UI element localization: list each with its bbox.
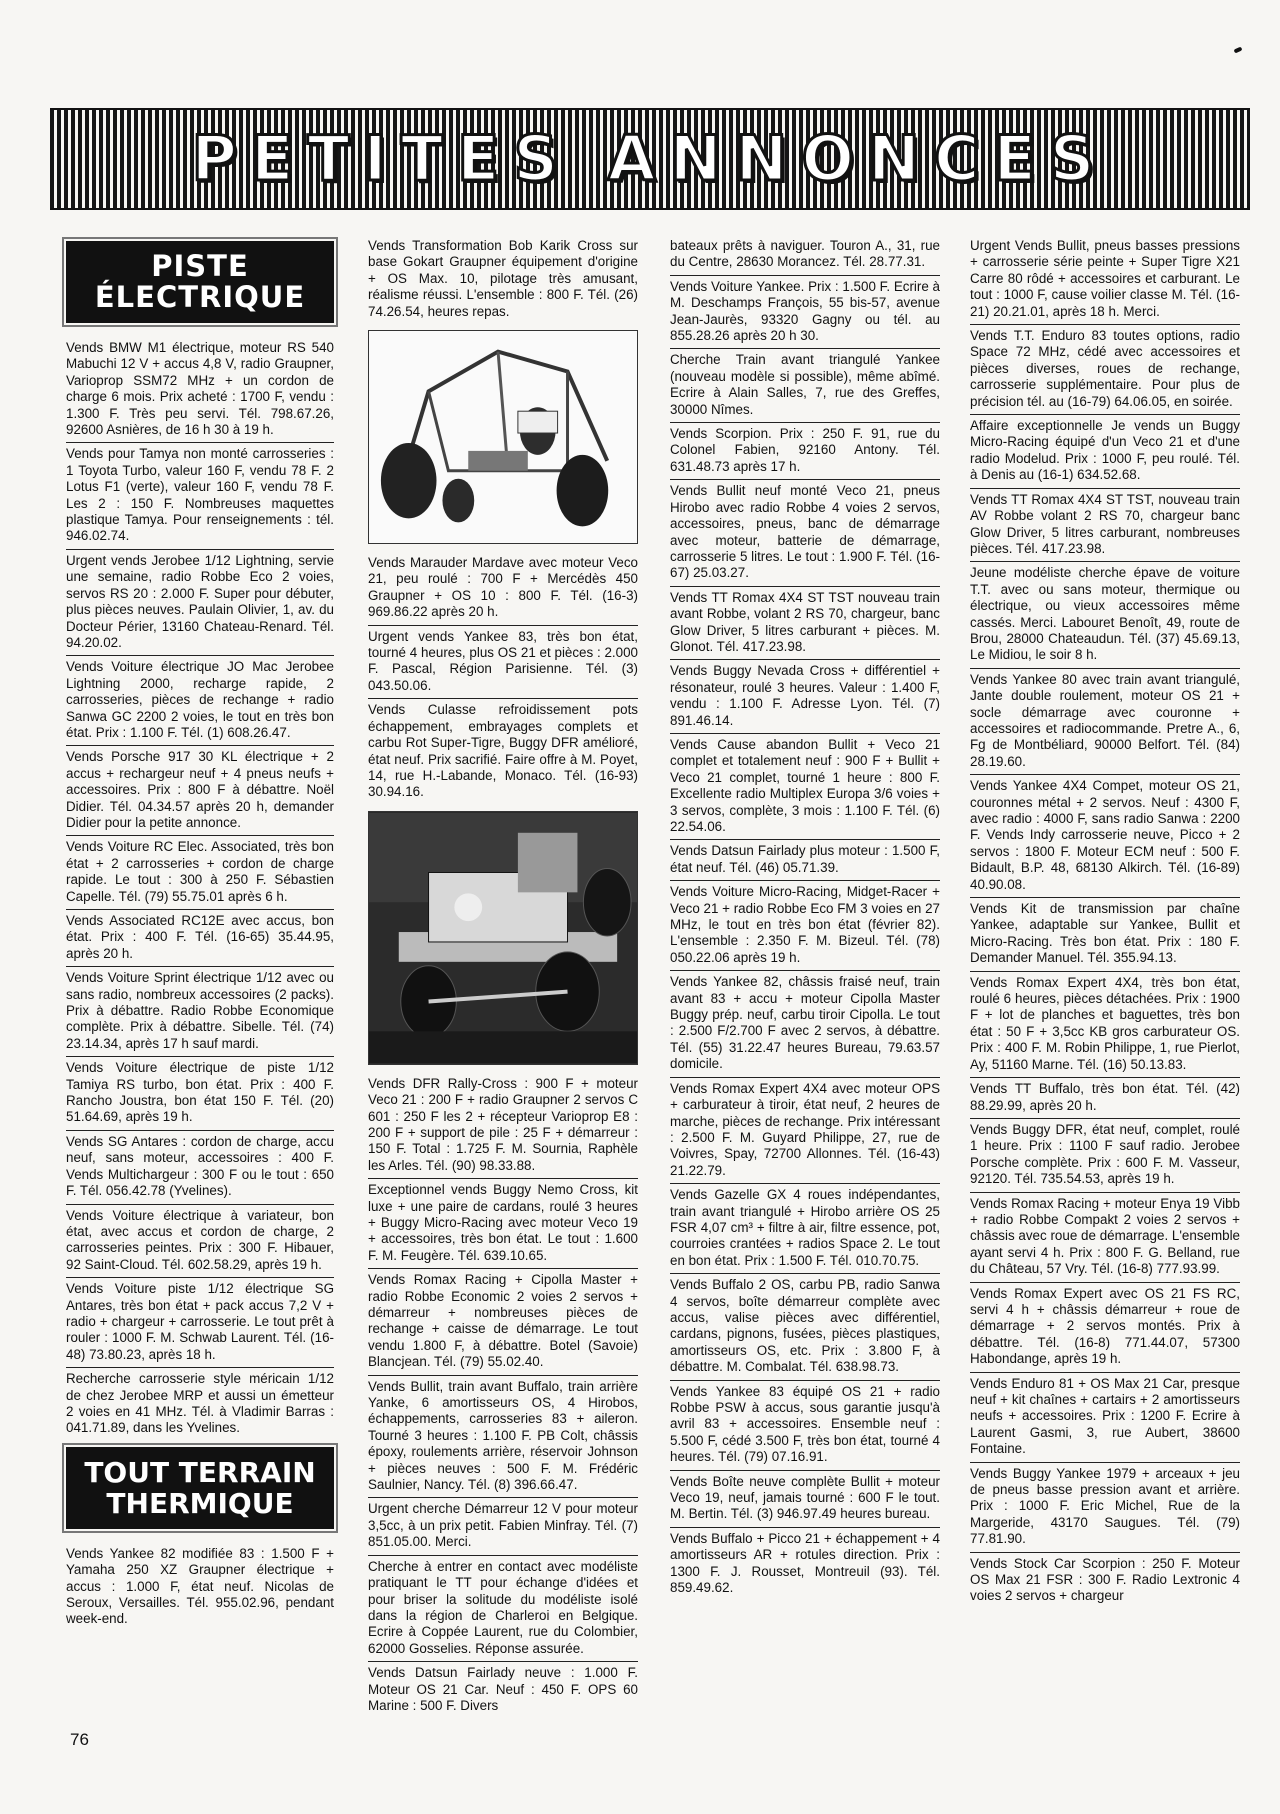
section-heading-piste: PISTE ÉLECTRIQUE xyxy=(66,241,334,323)
ads-list xyxy=(670,235,940,1600)
classified-ad: Vends Scorpion. Prix : 250 F. 91, rue du Colonel Fabien, 92160 Antony. Tél. 631.48.73 après 17 h. xyxy=(670,423,940,480)
classified-ad: Recherche carrosserie style méricain 1/12 de chez Jerobee MRP et aussi un émetteur 2 voies en 41 MHz. Tél. à Vladimir Barras : 041.71.89, dans les Yvelines. xyxy=(66,1371,334,1436)
buggy-kart-photo xyxy=(368,330,638,544)
classified-ad: Vends Voiture Yankee. Prix : 1.500 F. Ecrire à M. Deschamps François, 55 bis-57, avenue Jean-Jaurès, 93320 Gagny ou tél. au 855.28.26 après 20 h 30. xyxy=(670,276,940,350)
section-heading-tout-terrain: TOUT TERRAIN THERMIQUE xyxy=(66,1447,334,1529)
classified-ad: Exceptionnel vends Buggy Nemo Cross, kit luxe + une paire de cardans, roulé 3 heures + Buggy Micro-Racing avec moteur Veco 19 + accessoires, très bon état. Le tout : 1.600 F. M. Feugère. Tél. 639.10.65. xyxy=(368,1179,638,1269)
classified-ad: bateaux prêts à naviguer. Touron A., 31, rue du Centre, 28630 Morancez. Tél. 28.77.31. xyxy=(670,235,940,276)
classified-ad: Vends Porsche 917 30 KL électrique + 2 accus + rechargeur neuf + 4 pneus neufs + accessoires. Prix : 800 F à débattre. Noël Didier. Tél. 04.34.57 après 20 h, demander Didier pour la petite annonce. xyxy=(66,746,334,836)
classified-ad: Vends BMW M1 électrique, moteur RS 540 Mabuchi 12 V + accus 4,8 V, radio Graupner, Varioprop SSM72 MHz + un cordon de charge 6 mois. Prix acheté : 1700 F, vendu : 1.300 F. Très peu servi. Tél. 798.67.26, 92600 Asnières, de 16 h 30 à 19 h. xyxy=(66,337,334,443)
page-title: PETITES ANNONCES xyxy=(191,122,1109,195)
ink-mark xyxy=(1234,46,1243,53)
classified-ad: Vends Voiture piste 1/12 électrique SG Antares, très bon état + pack accus 7,2 V + radio + chargeur + carrosserie. Le tout prêt à rouler : 1000 F. M. Schwab Laurent. Tél. (16-48) 73.80.23, après 18 h. xyxy=(66,1278,334,1368)
classified-ad: Vends Stock Car Scorpion : 250 F. Moteur OS Max 21 FSR : 300 F. Radio Lextronic 4 voies 2 servos + chargeur xyxy=(970,1555,1240,1604)
classified-ad: Vends Voiture Micro-Racing, Midget-Racer + Veco 21 + radio Robbe Eco FM 3 voies en 27 MHz, le tout en très bon état (février 82). L'ensemble : 2.350 F. M. Bizeul. Tél. (78) 050.22.06 après 19 h. xyxy=(670,881,940,971)
classified-ad: Vends Buffalo + Picco 21 + échappement + 4 amortisseurs AR + rotules direction. Prix : 1300 F. J. Rousset, Montreuil (93). Tél. 859.49.62. xyxy=(670,1530,940,1596)
classified-ad: Jeune modéliste cherche épave de voiture T.T. avec ou sans moteur, thermique ou électrique, ou vieux accessoires même cassés. Merci. Labouret Benoît, 49, route de Brou, 28000 Chateaudun. Tél. (37) 45.69.13, Le Midiou, le soir 8 h. xyxy=(970,562,1240,668)
buggy-chassis-image xyxy=(369,812,637,1064)
ads-list xyxy=(970,235,1240,1609)
classified-ad: Vends Romax Racing + moteur Enya 19 Vibb + radio Robbe Compakt 2 voies 2 servos + châssis avec roue de démarrage. L'ensemble ayant servi 4 h. Prix : 800 F. G. Belland, rue du Château, 57 Vry. Tél. (16-8) 777.93.99. xyxy=(970,1193,1240,1283)
classified-ad: Urgent vends Jerobee 1/12 Lightning, servie une semaine, radio Robbe Eco 2 voies, servos RS 20 : 2.000 F. Super pour débuter, plus pièces neuves. Paulain Olivier, 1, av. du Docteur Périer, 13160 Chateau-Renard. Tél. 94.20.02. xyxy=(66,550,334,656)
classified-ad: Vends TT Romax 4X4 ST TST, nouveau train AV Robbe volant 2 RS 70, chargeur banc Glow Driver, 5 litres carburant, nombreuses pièces. Tél. 417.23.98. xyxy=(970,489,1240,563)
classified-ad: Urgent cherche Démarreur 12 V pour moteur 3,5cc, à un prix petit. Fabien Minfray. Tél. (7) 851.05.00. Merci. xyxy=(368,1498,638,1555)
page-number: 76 xyxy=(70,1730,89,1749)
column-4 xyxy=(970,235,1240,1609)
column-3 xyxy=(670,235,940,1600)
ads-list xyxy=(66,1543,334,1632)
classified-ad: Vends Buggy Nevada Cross + différentiel + résonateur, roulé 3 heures. Valeur : 1.400 F, vendu : 1.100 F. Adresse Lyon. Tél. (7) 891.46.14. xyxy=(670,660,940,734)
header-banner xyxy=(50,108,1250,210)
classified-ad: Vends Voiture Sprint électrique 1/12 avec ou sans radio, nombreux accessoires (2 packs). Prix à débattre. Radio Robbe Economique complète. Prix à débattre. Sibelle. Tél. (74) 23.14.34, après 17 h sauf mardi. xyxy=(66,967,334,1057)
classified-ad: Vends Marauder Mardave avec moteur Veco 21, peu roulé : 700 F + Mercédès 450 Graupner + OS 10 : 800 F. Tél. (16-3) 969.86.22 après 20 h. xyxy=(368,552,638,626)
classified-ad: Vends pour Tamya non monté carrosseries : 1 Toyota Turbo, valeur 160 F, vendu 78 F. 2 Lotus F1 (verte), valeur 160 F, vendu 78 F. Les 2 : 150 F. Nombreuses maquettes plastique Tamya. Pour renseignements : tél. 946.02.74. xyxy=(66,443,334,549)
classified-ad: Vends Enduro 81 + OS Max 21 Car, presque neuf + kit chaînes + cartairs + 2 amortisseurs neufs + accessoires. Prix : 1200 F. Ecrire à Laurent Gasmi, 3, rue Aubert, 38600 Fontaine. xyxy=(970,1373,1240,1463)
ads-list xyxy=(66,337,334,1441)
classified-ad: Vends Voiture RC Elec. Associated, très bon état + 2 carrosseries + cordon de charge rapide. Le tout : 300 à 250 F. Sébastien Capelle. Tél. (79) 55.75.01 après 6 h. xyxy=(66,836,334,910)
classified-ad: Vends Gazelle GX 4 roues indépendantes, train avant triangulé + Hirobo arrière OS 25 FSR 4,07 cm³ + filtre à air, filtre essence, pot, courroies crantées + radios Space 2. Le tout en bon état. Prix : 1.500 F. Tél. 010.70.75. xyxy=(670,1184,940,1274)
classified-ad: Vends TT Buffalo, très bon état. Tél. (42) 88.29.99, après 20 h. xyxy=(970,1078,1240,1119)
classified-ad: Vends Kit de transmission par chaîne Yankee, adaptable sur Yankee, Bullit et Micro-Racing. Très bon état. Prix : 180 F. Demander Manuel. Tél. 355.94.13. xyxy=(970,898,1240,972)
classified-ad: Vends Cause abandon Bullit + Veco 21 complet et totalement neuf : 900 F + Bullit + Veco 21 complet, tourné 1 heure : 800 F. Excellente radio Multiplex Europa 3/6 voies + 3 servos, complète, 3 mois : 1.100 F. Tél. (6) 22.54.06. xyxy=(670,734,940,840)
classified-ad: Vends Datsun Fairlady plus moteur : 1.500 F, état neuf. Tél. (46) 05.71.39. xyxy=(670,840,940,881)
classified-ad: Vends Voiture électrique JO Mac Jerobee Lightning 2000, recharge rapide, 2 carrosseries, pièces de rechange + radio Sanwa GC 2200 2 voies, le tout en très bon état. Prix : 1.100 F. Tél. (1) 608.26.47. xyxy=(66,656,334,746)
classified-ad: Vends Associated RC12E avec accus, bon état. Prix : 400 F. Tél. (16-65) 35.44.95, après 20 h. xyxy=(66,910,334,967)
classified-ad: Vends DFR Rally-Cross : 900 F + moteur Veco 21 : 200 F + radio Graupner 2 servos C 601 : 250 F les 2 + récepteur Varioprop E8 : 200 F + support de pile : 25 F + démarreur : 150 F. Total : 1.725 F. M. Sournia, Raphèle les Arles. Tél. (90) 98.33.88. xyxy=(368,1073,638,1179)
classified-ad: Vends Romax Expert 4X4, très bon état, roulé 6 heures, pièces détachées. Prix : 1900 F + lot de planches et baguettes, très bon état : 50 F + 3,5cc KB gros carburateur OS. Prix : 400 F. M. Robin Philippe, 1, rue Pierlot, Ay, 51160 Marne. Tél. (16) 50.13.83. xyxy=(970,972,1240,1078)
classified-ad: Vends TT Romax 4X4 ST TST nouveau train avant Robbe, volant 2 RS 70, chargeur, banc Glow Driver, 5 litres carburant + pièces. M. Glonot. Tél. 417.23.98. xyxy=(670,587,940,661)
classified-ad: Vends Culasse refroidissement pots échappement, embrayages complets et carbu Rot Super-Tigre, Buggy DFR amélioré, état neuf. Prix sacrifié. Faire offre à M. Poyet, 14, rue H.-Labande, Monaco. Tél. (16-93) 30.94.16. xyxy=(368,702,638,800)
classified-ad: Urgent Vends Bullit, pneus basses pressions + carrosserie série peinte + Super Tigre X21 Carre 80 rôdé + accessoires et carburant. Le tout : 1000 F, cause voilier classe M. Tél. (16-21) 20.21.01, après 18 h. Merci. xyxy=(970,235,1240,325)
classified-ad: Vends T.T. Enduro 83 toutes options, radio Space 72 MHz, cédé avec accessoires et pièces diverses, roues de rechange, carrosserie supplémentaire. Pour plus de précision tél. au (16-79) 64.06.05, en soirée. xyxy=(970,325,1240,415)
ads-list xyxy=(368,1073,638,1719)
classified-ad: Cherche Train avant triangulé Yankee (nouveau modèle si possible), même abîmé. Ecrire à Alain Salles, 7, rue des Greffes, 30000 Nîmes. xyxy=(670,349,940,423)
classified-ad: Vends Bullit, train avant Buffalo, train arrière Yanke, 6 amortisseurs OS, 4 Hirobos, échappements, carrosseries 83 + aileron. Tourné 3 heures : 1.100 F. PB Colt, châssis époxy, roulements arrière, réservoir Johnson + pièces neuves : 500 F. M. Frédéric Saulnier, Nancy. Tél. (8) 396.66.47. xyxy=(368,1376,638,1499)
ads-list xyxy=(368,235,638,324)
classified-ad: Urgent vends Yankee 83, très bon état, tourné 4 heures, plus OS 21 et pièces : 2.000 F. Pascal, Région Parisienne. Tél. (3) 043.50.06. xyxy=(368,626,638,700)
classified-ad: Cherche à entrer en contact avec modéliste pratiquant le TT pour échange d'idées et pour briser la solitude du modéliste isolé dans la région de Charleroi en Belgique. Ecrire à Coppée Laurent, rue du Colombier, 62000 Gosselies. Réponse assurée. xyxy=(368,1556,638,1662)
classified-ad: Affaire exceptionnelle Je vends un Buggy Micro-Racing équipé d'un Veco 21 et d'une radio Modelud. Prix : 1000 F, peu roulé. Tél. à Denis au (16-1) 634.52.68. xyxy=(970,415,1240,489)
ads-list xyxy=(368,552,638,805)
classified-ad: Vends Buggy DFR, état neuf, complet, roulé 1 heure. Prix : 1100 F sauf radio. Jerobee Porsche complète. Prix : 600 F. M. Vasseur, 92120. Tél. 735.54.53, après 19 h. xyxy=(970,1119,1240,1193)
classified-ad: Vends Romax Racing + Cipolla Master + radio Robbe Economic 2 voies 2 servos + démarreur + nombreuses pièces de rechange + caisse de démarrage. Le tout vendu 1.800 F, à débattre. Botel (Savoie) Blancjean. Tél. (79) 55.02.40. xyxy=(368,1269,638,1375)
classified-ad: Vends Romax Expert avec OS 21 FS RC, servi 4 h + châssis démarreur + roue de démarrage + 2 servos montés. Prix à débattre. Tél. (16-8) 771.44.07, 57300 Habondange, après 19 h. xyxy=(970,1283,1240,1373)
buggy-kart-image xyxy=(369,331,637,543)
buggy-chassis-photo xyxy=(368,811,638,1065)
classified-ad: Vends Yankee 4X4 Compet, moteur OS 21, couronnes métal + 2 servos. Neuf : 4300 F, avec radio : 4000 F, sans radio Sanwa : 2200 F. Vends Indy carrosserie neuve, Picco + 2 servos : 1800 F. Moteur ECM neuf : 500 F. Bidault, B.P. 48, 68130 Alkirch. Tél. (16-89) 40.90.08. xyxy=(970,775,1240,898)
classified-ad: Vends Boîte neuve complète Bullit + moteur Veco 19, neuf, jamais tourné : 600 F le tout. M. Bertin. Tél. (3) 946.97.49 heures bureau. xyxy=(670,1471,940,1528)
column-1 xyxy=(66,235,334,1632)
classified-ad: Vends Datsun Fairlady neuve : 1.000 F. Moteur OS 21 Car. Neuf : 450 F. OPS 60 Marine : 500 F. Divers xyxy=(368,1665,638,1713)
classified-ad: Vends Bullit neuf monté Veco 21, pneus Hirobo avec radio Robbe 4 voies 2 servos, accessoires, pneus, banc de démarrage avec moteur, batterie de démarrage, carrosserie 5 litres. Le tout : 1.900 F. Tél. (16-67) 25.03.27. xyxy=(670,480,940,586)
classified-ad: Vends Voiture électrique à variateur, bon état, avec accus et cordon de charge, 2 carrosseries peintes. Prix : 300 F. Hibauer, 92 Saint-Cloud. Tél. 602.58.29, après 19 h. xyxy=(66,1205,334,1279)
classified-ad: Vends Voiture électrique de piste 1/12 Tamiya RS turbo, bon état. Prix : 400 F. Rancho Joustra, bon état 150 F. Tél. (20) 51.64.69, après 19 h. xyxy=(66,1057,334,1131)
classified-ad: Vends Yankee 82 modifiée 83 : 1.500 F + Yamaha 250 XZ Graupner électrique + accus : 1.000 F, état neuf. Nicolas de Seroux, Versailles. Tél. 955.02.96, pendant week-end. xyxy=(66,1545,334,1627)
classified-ad: Vends Yankee 80 avec train avant triangulé, Jante double roulement, moteur OS 21 + socle démarrage avec couronne + accessoires et radiocommande. Pretre A., 6, Fg de Montbéliard, 90000 Belfort. Tél. (84) 28.19.60. xyxy=(970,669,1240,775)
classified-ad: Vends Yankee 82, châssis fraisé neuf, train avant 83 + accu + moteur Cipolla Master Buggy prép. neuf, carbu tiroir Cipolla. Le tout : 2.500 F/2.700 F avec 2 servos, à débattre. Tél. (55) 31.22.47 heures Bureau, 79.63.57 domicile. xyxy=(670,971,940,1077)
classified-ad: Vends Romax Expert 4X4 avec moteur OPS + carburateur à tiroir, état neuf, 2 heures de marche, pièces de rechange. Prix intéressant : 2.500 F. M. Guyard Philippe, 27, rue de Voivres, Spay, 72700 Allonnes. Tél. (16-43) 21.22.79. xyxy=(670,1078,940,1184)
column-2 xyxy=(368,235,638,1718)
classified-ad: Vends SG Antares : cordon de charge, accu neuf, sans moteur, accessoires : 400 F. Vends Multichargeur : 300 F ou le tout : 650 F. Tél. 056.42.78 (Yvelines). xyxy=(66,1131,334,1205)
classified-ad: Vends Yankee 83 équipé OS 21 + radio Robbe PSW à accus, sous garantie jusqu'à avril 83 + accessoires. Ensemble neuf : 5.500 F, cédé 3.500 F, très bon état, tourné 4 heures. Tél. (79) 07.16.91. xyxy=(670,1381,940,1471)
classified-ad: Vends Buffalo 2 OS, carbu PB, radio Sanwa 4 servos, boîte démarreur complète avec accus, valise pièces avec différentiel, cardans, pignons, fusées, pièces plastiques, amortisseurs OS, etc. Prix : 3.800 F, à débattre. M. Combalat. Tél. 638.98.73. xyxy=(670,1274,940,1380)
classified-ad: Vends Buggy Yankee 1979 + arceaux + jeu de pneus basse pression avant et arrière. Prix : 1000 F. Eric Michel, Rue de la Margeride, 43170 Saugues. Tél. (79) 77.81.90. xyxy=(970,1463,1240,1553)
classified-ad: Vends Transformation Bob Karik Cross sur base Gokart Graupner équipement d'origine + OS Max. 10, pilotage très amusant, réalisme réussi. L'ensemble : 800 F. Tél. (26) 74.26.54, heures repas. xyxy=(368,238,638,319)
